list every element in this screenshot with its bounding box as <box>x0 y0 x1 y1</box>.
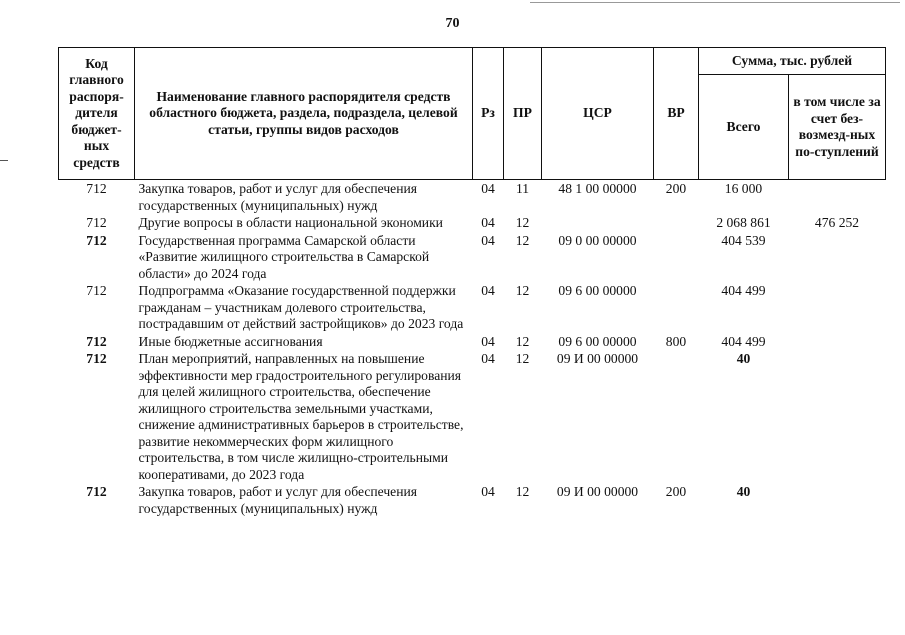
cell-total: 404 539 <box>721 232 766 248</box>
cell-vr <box>654 232 699 283</box>
cell-pr: 12 <box>515 232 530 248</box>
cell-rz: 04 <box>481 351 495 366</box>
table-header <box>59 48 886 180</box>
cell-name: Иные бюджетные ассигнования <box>138 333 323 349</box>
cell-extra <box>789 333 886 351</box>
cell-pr: 12 <box>515 215 530 230</box>
cell-rz: 04 <box>481 232 495 248</box>
cell-code: 712 <box>86 333 107 349</box>
cell-rz: 04 <box>481 484 495 499</box>
cell-pr: 12 <box>515 351 530 366</box>
cell-rz: 04 <box>481 333 495 349</box>
cell-vr <box>654 214 699 232</box>
header-pr: ПР <box>504 48 542 180</box>
header-csr: ЦСР <box>542 48 654 180</box>
cell-extra <box>789 282 886 333</box>
table-row <box>59 180 886 215</box>
cell-extra <box>789 180 886 215</box>
cell-csr: 09 И 00 00000 <box>556 351 639 366</box>
cell-csr <box>542 214 654 232</box>
cell-name: План мероприятий, направленных на повышение эффективности мер градостроительного регулирования для целей жилищного строительства, обеспечение жилищного строительства земельными участками, снижение административных барьеров в строительстве, развитие некоммерческих форм жилищного строительства, в том числе жилищно-строительными кооперативами, до 2023 года <box>138 351 464 482</box>
cell-total: 404 499 <box>721 333 766 349</box>
table-row <box>59 333 886 351</box>
cell-code: 712 <box>86 232 107 248</box>
cell-pr: 11 <box>515 181 530 196</box>
header-name: Наименование главного распорядителя средств областного бюджета, раздела, подраздела, целевой статьи, группы видов расходов <box>135 48 473 180</box>
table-row <box>59 232 886 283</box>
cell-name: Подпрограмма «Оказание государственной поддержки гражданам – участникам долевого строительства, пострадавшим от действий застройщиков» до 2023 года <box>138 283 464 331</box>
cell-rz: 04 <box>481 181 495 196</box>
cell-pr: 12 <box>515 484 530 499</box>
cell-code: 712 <box>86 351 107 366</box>
cell-extra: 476 252 <box>814 215 860 230</box>
cell-total: 2 068 861 <box>716 215 771 230</box>
cell-pr: 12 <box>515 283 530 298</box>
cell-name: Другие вопросы в области национальной экономики <box>138 215 443 230</box>
cell-name: Государственная программа Самарской области «Развитие жилищного строительства в Самарской области» до 2024 года <box>138 232 430 281</box>
cell-extra <box>789 483 886 517</box>
cell-code: 712 <box>86 283 107 298</box>
cell-vr <box>654 282 699 333</box>
budget-table <box>58 47 886 517</box>
header-rz: Рз <box>473 48 504 180</box>
header-extra: в том числе за счет без-возмезд-ных по-ступлений <box>789 75 886 180</box>
table-body <box>59 180 886 518</box>
cell-vr: 200 <box>665 181 687 196</box>
cell-vr <box>654 350 699 483</box>
cell-vr: 800 <box>665 333 687 349</box>
cell-vr: 200 <box>665 484 687 499</box>
cell-code: 712 <box>86 484 107 499</box>
scan-edge-line <box>530 2 900 3</box>
cell-csr: 09 0 00 00000 <box>558 232 637 248</box>
cell-pr: 12 <box>515 333 530 349</box>
header-sum-group: Сумма, тыс. рублей <box>699 48 886 75</box>
cell-rz: 04 <box>481 283 495 298</box>
cell-total: 40 <box>736 484 751 499</box>
cell-csr: 09 И 00 00000 <box>556 484 639 499</box>
table-row <box>59 350 886 483</box>
cell-name: Закупка товаров, работ и услуг для обеспечения государственных (муниципальных) нужд <box>138 181 417 213</box>
cell-code: 712 <box>86 215 107 230</box>
header-total: Всего <box>699 75 789 180</box>
table-row <box>59 214 886 232</box>
cell-csr: 09 6 00 00000 <box>558 333 637 349</box>
cell-code: 712 <box>86 181 107 196</box>
cell-csr: 48 1 00 00000 <box>558 181 637 196</box>
cell-extra <box>789 350 886 483</box>
header-vr: ВР <box>654 48 699 180</box>
cell-total: 404 499 <box>721 283 766 298</box>
page-number: 70 <box>445 16 460 31</box>
table-row <box>59 282 886 333</box>
cell-csr: 09 6 00 00000 <box>558 283 637 298</box>
cell-rz: 04 <box>481 215 495 230</box>
cell-total: 40 <box>736 351 751 366</box>
scan-edge-mark <box>0 160 8 161</box>
cell-name: Закупка товаров, работ и услуг для обеспечения государственных (муниципальных) нужд <box>138 484 417 516</box>
cell-extra <box>789 232 886 283</box>
table-row <box>59 483 886 517</box>
header-code: Код главного распоря-дителя бюджет-ных средств <box>59 48 135 180</box>
cell-total: 16 000 <box>724 181 763 196</box>
